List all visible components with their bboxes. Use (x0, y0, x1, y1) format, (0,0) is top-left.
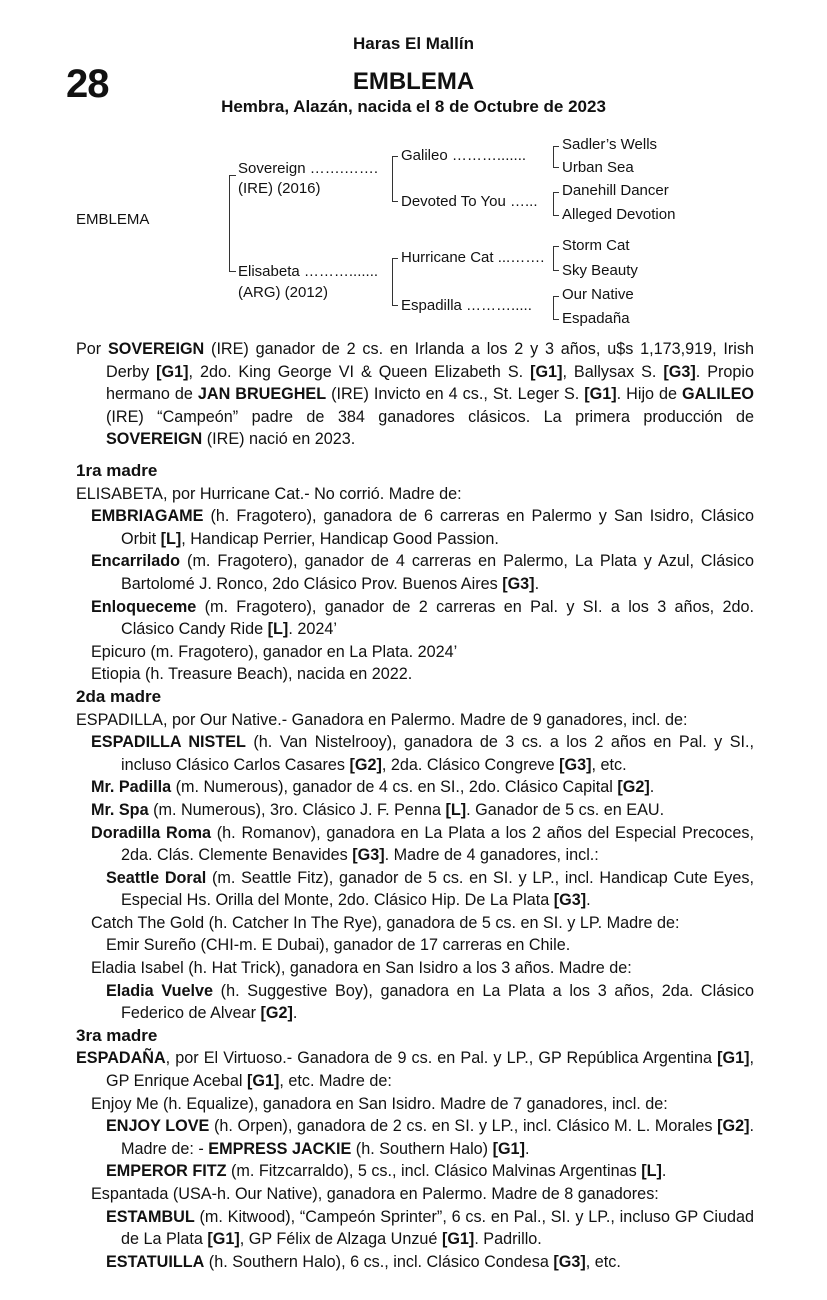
list-item: Mr. Spa (m. Numerous), 3ro. Clásico J. F. Penna [L]. Ganador de 5 cs. en EAU. (91, 800, 665, 819)
pedigree-subject: EMBLEMA (76, 211, 150, 228)
list-item: Encarrilado (m. Fragotero), ganador de 4 carreras en Palermo, La Plata y Azul, Clásico Bartolomé J. Ronco, 2do Clásico Prov. Buenos Aires [G3]. (91, 552, 754, 593)
third-dam-intro: ESPADAÑA, por El Virtuoso.- Ganadora de 9 cs. en Pal. y LP., GP República Argentina [G1], GP Enrique Acebal [G1], etc. Madre de: (76, 1049, 754, 1091)
sire-paragraph: Por SOVEREIGN (IRE) ganador de 2 cs. en Irlanda a los 2 y 3 años, u$s 1,173,919, Irish Derby [G1], 2do. King George VI & Queen Elizabeth S. [G1], Ballysax S. [G3]. Propio hermano de JAN BRUEGHEL (IRE) Invicto en 4 cs., St. Leger S. [G1]. Hijo de GALILEO (IRE) “Campeón” padre de 384 ganadores clásicos. La primera producción de SOVEREIGN (IRE) nació en 2023. (76, 340, 755, 449)
pedigree-bracket (229, 175, 230, 272)
pedigree-sire-origin: (IRE) (2016) (238, 180, 321, 197)
pedigree-sire-sire: Galileo ………....... (401, 147, 527, 164)
list-item: ESTAMBUL (m. Kitwood), “Campeón Sprinter”, 6 cs. en Pal., SI. y LP., incluso GP Ciudad de La Plata [G1], GP Félix de Alzaga Unzué [G1]. Padrillo. (106, 1207, 754, 1249)
produce-record (76, 460, 754, 1273)
pedigree-sds: Danehill Dancer (562, 182, 669, 199)
list-item: Epicuro (m. Fragotero), ganador en La Plata. 2024’ (91, 642, 458, 661)
list-item: ESTATUILLA (h. Southern Halo), 6 cs., incl. Clásico Condesa [G3], etc. (106, 1252, 621, 1271)
list-item: Mr. Padilla (m. Numerous), ganador de 4 cs. en SI., 2do. Clásico Capital [G2]. (91, 778, 655, 797)
third-dam-heading: 3ra madre (76, 1025, 158, 1045)
list-item: Eladia Isabel (h. Hat Trick), ganadora en San Isidro a los 3 años. Madre de: (91, 959, 632, 978)
second-dam-heading: 2da madre (76, 686, 162, 706)
list-item: ESPADILLA NISTEL (h. Van Nistelrooy), ganadora de 3 cs. a los 2 años en Pal. y SI., incluso Clásico Carlos Casares [G2], 2da. Clásico Congreve [G3], etc. (91, 733, 754, 774)
lot-number: 28 (66, 62, 109, 106)
horse-name: EMBLEMA (352, 68, 475, 95)
pedigree-sire-dam: Devoted To You …... (401, 193, 538, 210)
list-item: EMPEROR FITZ (m. Fitzcarraldo), 5 cs., incl. Clásico Malvinas Argentinas [L]. (106, 1162, 667, 1181)
pedigree-dam: Elisabeta ………....... (238, 263, 379, 280)
pedigree-dam-dam: Espadilla ………..... (401, 297, 532, 314)
stud-name: Haras El Mallín (353, 34, 474, 53)
second-dam-intro: ESPADILLA, por Our Native.- Ganadora en Palermo. Madre de 9 ganadores, incl. de: (76, 710, 688, 729)
pedigree-dam-origin: (ARG) (2012) (238, 284, 329, 301)
pedigree-dss: Storm Cat (562, 237, 630, 254)
pedigree-dam-sire: Hurricane Cat ...……. (401, 249, 545, 266)
pedigree-sire: Sovereign …….……. (238, 160, 379, 177)
first-dam-intro: ELISABETA, por Hurricane Cat.- No corrió. Madre de: (76, 484, 462, 503)
sire-section (76, 338, 754, 451)
list-item: Etiopia (h. Treasure Beach), nacida en 2022. (91, 665, 413, 684)
list-item: Catch The Gold (h. Catcher In The Rye), ganadora de 5 cs. en SI. y LP. Madre de: (91, 913, 680, 932)
list-item: Enloqueceme (m. Fragotero), ganador de 2 carreras en Pal. y SI. a los 3 años, 2do. Clásico Candy Ride [L]. 2024’ (91, 597, 754, 639)
list-item: Eladia Vuelve (h. Suggestive Boy), ganadora en La Plata a los 3 años, 2da. Clásico Federico de Alvear [G2]. (106, 981, 754, 1023)
pedigree-sss: Sadler’s Wells (562, 136, 658, 153)
list-item: EMBRIAGAME (h. Fragotero), ganadora de 6 carreras en Palermo y San Isidro, Clásico Orbit [L], Handicap Perrier, Handicap Good Passion. (91, 507, 754, 548)
horse-description: Hembra, Alazán, nacida el 8 de Octubre de 2023 (221, 97, 606, 116)
list-item: Emir Sureño (CHI-m. E Dubai), ganador de 17 carreras en Chile. (106, 936, 571, 955)
list-item: ENJOY LOVE (h. Orpen), ganadora de 2 cs. en SI. y LP., incl. Clásico M. L. Morales [G2]. Madre de: - EMPRESS JACKIE (h. Southern Halo) [G1]. (106, 1117, 754, 1158)
first-dam-heading: 1ra madre (76, 461, 158, 480)
pedigree-dsd: Sky Beauty (562, 262, 638, 279)
pedigree-sdd: Alleged Devotion (562, 206, 676, 223)
pedigree-dds: Our Native (562, 286, 634, 303)
list-item: Doradilla Roma (h. Romanov), ganadora en La Plata a los 2 años del Especial Precoces, 2da. Clás. Clemente Benavides [G3]. Madre de 4 ganadores, incl.: (91, 823, 754, 865)
pedigree-ddd: Espadaña (562, 310, 630, 327)
list-item: Espantada (USA-h. Our Native), ganadora en Palermo. Madre de 8 ganadores: (91, 1185, 659, 1203)
list-item: Seattle Doral (m. Seattle Fitz), ganador de 5 cs. en SI. y LP., incl. Handicap Cute Eyes, Especial Hs. Orilla del Monte, 2do. Clásico Hip. De La Plata [G3]. (106, 868, 754, 910)
pedigree-ssd: Urban Sea (562, 159, 634, 176)
list-item: Enjoy Me (h. Equalize), ganadora en San Isidro. Madre de 7 ganadores, incl. de: (91, 1094, 668, 1113)
